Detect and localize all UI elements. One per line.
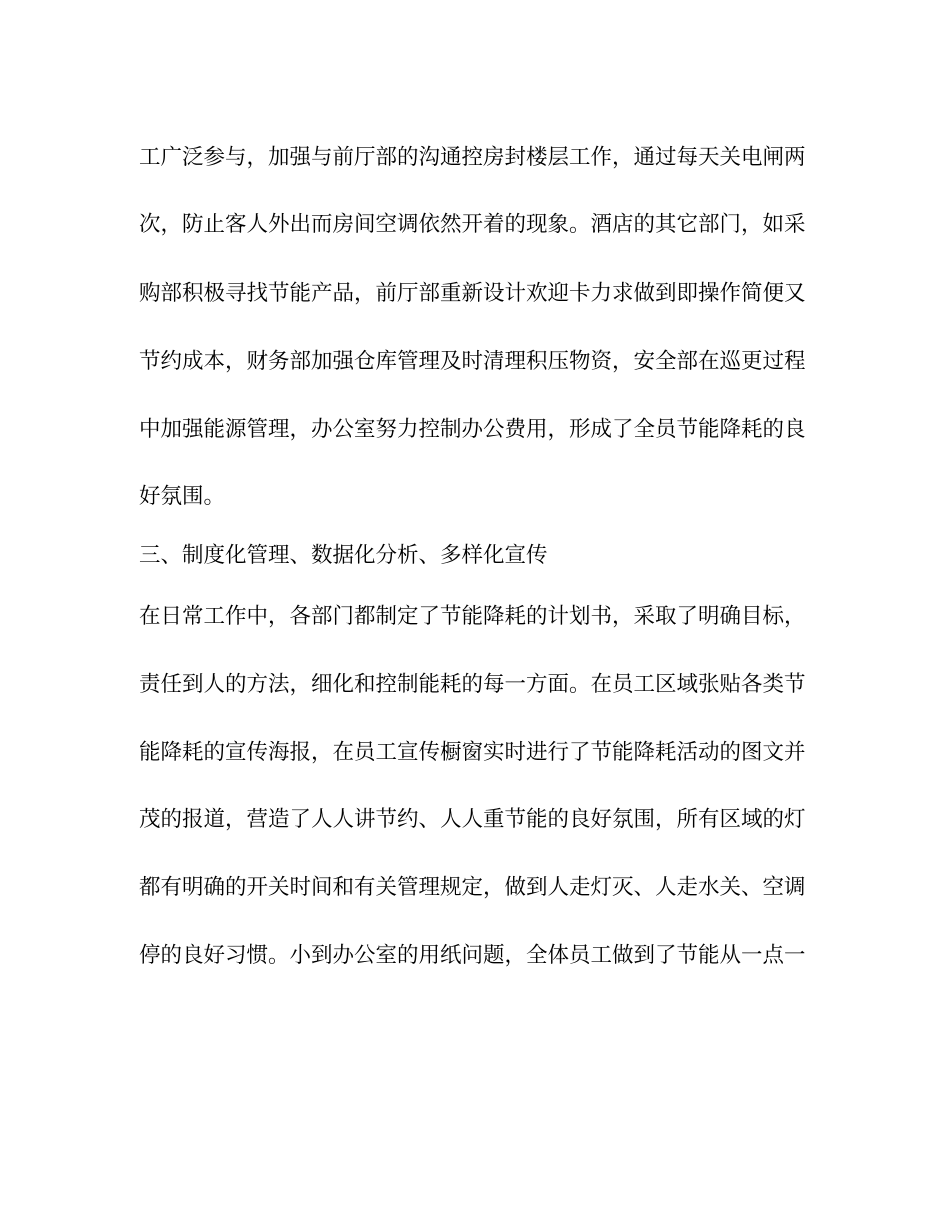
body-text-line: 工广泛参与，加强与前厅部的沟通控房封楼层工作，通过每天关电闸两: [139, 145, 806, 170]
body-text-line: 在日常工作中，各部门都制定了节能降耗的计划书，采取了明确目标，: [139, 604, 806, 629]
section-heading: 三、制度化管理、数据化分析、多样化宣传: [139, 543, 548, 568]
body-text-line: 责任到人的方法，细化和控制能耗的每一方面。在员工区域张贴各类节: [139, 672, 806, 697]
body-text-line: 中加强能源管理，办公室努力控制办公费用，形成了全员节能降耗的良: [139, 417, 806, 442]
body-text-line: 节约成本，财务部加强仓库管理及时清理积压物资，安全部在巡更过程: [139, 349, 806, 374]
body-text-line: 好氛围。: [139, 484, 226, 509]
body-text-line: 次，防止客人外出而房间空调依然开着的现象。酒店的其它部门，如采: [139, 212, 806, 237]
body-text-line: 能降耗的宣传海报，在员工宣传橱窗实时进行了节能降耗活动的图文并: [139, 740, 806, 765]
body-text-line: 都有明确的开关时间和有关管理规定，做到人走灯灭、人走水关、空调: [139, 875, 806, 900]
body-text-line: 购部积极寻找节能产品，前厅部重新设计欢迎卡力求做到即操作简便又: [139, 281, 806, 306]
body-text-line: 停的良好习惯。小到办公室的用纸问题，全体员工做到了节能从一点一: [139, 943, 806, 968]
body-text-line: 茂的报道，营造了人人讲节约、人人重节能的良好氛围，所有区域的灯: [139, 807, 806, 832]
